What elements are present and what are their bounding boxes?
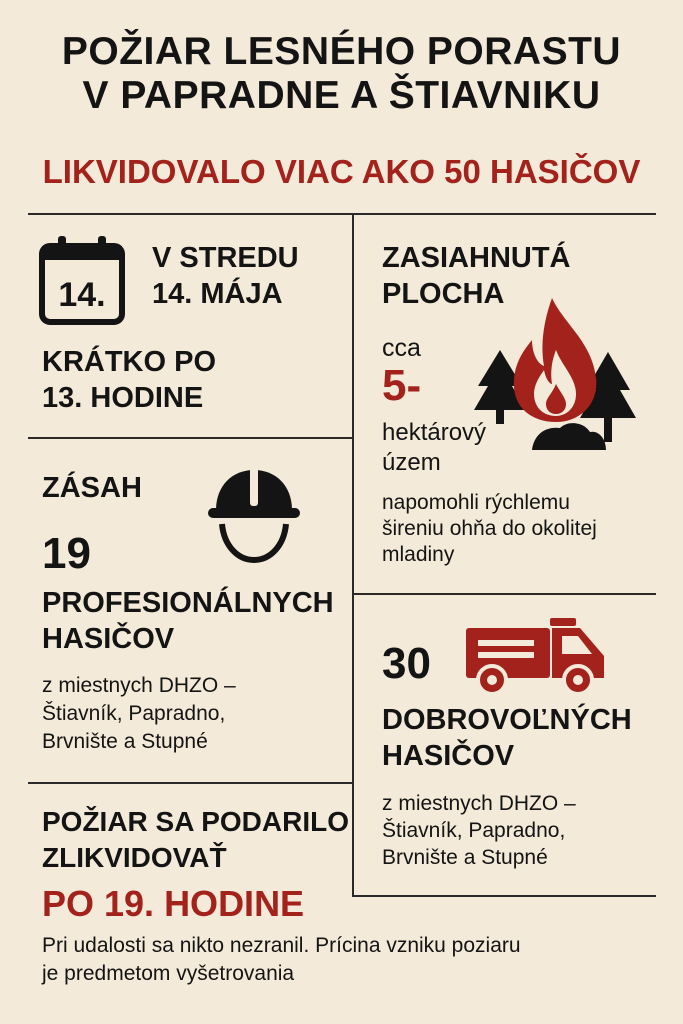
area-note-line-2: šireniu ohňa do okolitej xyxy=(382,517,597,540)
volunteer-count: 30 xyxy=(382,639,431,688)
extinguished-time: PO 19. HODINE xyxy=(42,883,305,924)
extinguished-label xyxy=(42,804,349,876)
volunteer-origin xyxy=(382,790,576,871)
area-note xyxy=(382,490,597,568)
date-line-2: 14. MÁJA xyxy=(152,278,283,310)
calendar-day: 14. xyxy=(58,276,106,314)
area-heading-line-2: PLOCHA xyxy=(382,278,505,310)
professional-origin-line-2: Štiavník, Papradno, xyxy=(42,702,226,725)
professional-origin xyxy=(42,672,236,756)
volunteer-label-line-2: HASIČOV xyxy=(382,740,515,772)
professional-label-line-2: HASIČOV xyxy=(42,623,175,655)
calendar-icon xyxy=(38,234,128,328)
professional-label xyxy=(42,585,334,657)
date-line-1: V STREDU xyxy=(152,242,299,274)
volunteer-origin-line-1: z miestnych DHZO – xyxy=(382,792,576,815)
area-heading-line-1: ZASIAHNUTÁ xyxy=(382,242,571,274)
intervention-heading: ZÁSAH xyxy=(42,472,142,504)
volunteer-origin-line-3: Brvnište a Stupné xyxy=(382,846,548,869)
divider-top xyxy=(28,213,656,215)
area-unit-line-1: hektárový xyxy=(382,419,487,446)
fire-truck-icon xyxy=(464,616,608,698)
divider-left-2 xyxy=(28,782,352,784)
extinguished-line-2: ZLIKVIDOVAŤ xyxy=(42,842,227,873)
title-line-1: POŽIAR LESNÉHO PORASTU xyxy=(61,30,622,73)
professional-label-line-1: PROFESIONÁLNYCH xyxy=(42,587,334,619)
professional-origin-line-1: z miestnych DHZO – xyxy=(42,674,236,697)
date-label xyxy=(152,240,299,312)
page-title xyxy=(0,30,683,118)
area-value: 5- xyxy=(382,361,422,410)
page-subtitle: LIKVIDOVALO VIAC AKO 50 HASIČOV xyxy=(42,153,641,190)
area-unit xyxy=(382,418,486,478)
footer-note xyxy=(42,932,662,988)
extinguished-line-1: POŽIAR SA PODARILO xyxy=(42,806,349,837)
volunteer-label xyxy=(382,702,632,774)
area-unit-line-2: územ xyxy=(382,449,441,476)
time-label xyxy=(42,344,216,416)
volunteer-label-line-1: DOBROVOĽNÝCH xyxy=(382,704,632,736)
time-line-2: 13. HODINE xyxy=(42,382,204,414)
footer-line-2: je predmetom vyšetrovania xyxy=(42,962,295,985)
divider-vertical xyxy=(352,213,354,895)
area-note-line-3: mladiny xyxy=(382,543,455,566)
volunteer-origin-line-2: Štiavník, Papradno, xyxy=(382,819,566,842)
helmet-icon xyxy=(206,462,302,566)
divider-right-1 xyxy=(352,593,656,595)
footer-line-1: Pri udalosti sa nikto nezranil. Prícina vzniku poziaru xyxy=(42,934,521,957)
divider-right-2 xyxy=(352,895,656,897)
professional-count: 19 xyxy=(42,529,91,578)
divider-left-1 xyxy=(28,437,352,439)
time-line-1: KRÁTKO PO xyxy=(42,346,216,378)
professional-origin-line-3: Brvnište a Stupné xyxy=(42,730,208,753)
area-note-line-1: napomohli rýchlemu xyxy=(382,491,570,514)
fire-icon xyxy=(472,294,642,454)
area-approx: cca xyxy=(382,334,421,362)
title-line-2: V PAPRADNE A ŠTIAVNIKU xyxy=(82,74,601,117)
